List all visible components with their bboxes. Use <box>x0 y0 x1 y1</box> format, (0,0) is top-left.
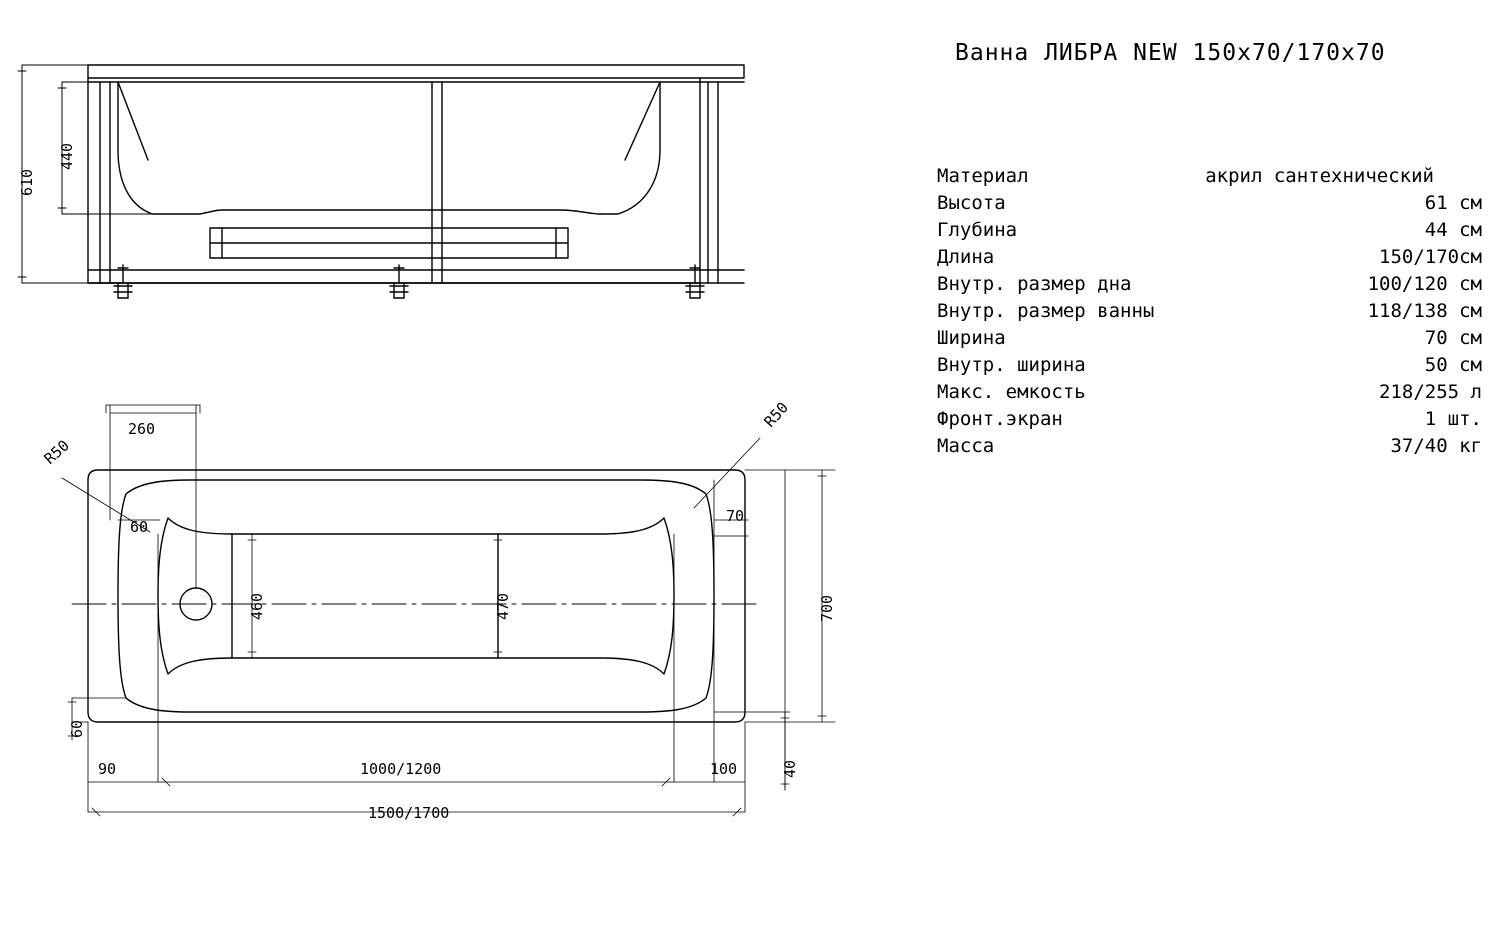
dim-label-70: 70 <box>726 507 745 525</box>
spec-key: Ширина <box>937 327 1006 349</box>
spec-row-inner-bottom <box>937 273 1482 300</box>
spec-key: Масса <box>937 435 995 457</box>
spec-value: 50 см <box>1424 354 1482 376</box>
spec-value: 37/40 кг <box>1390 435 1482 457</box>
dim-label-90: 90 <box>98 760 117 778</box>
spec-row-length <box>937 246 1482 273</box>
spec-title: Ванна ЛИБРА NEW 150x70/170x70 <box>955 40 1386 66</box>
spec-key: Длина <box>937 246 995 268</box>
dim-label-460: 460 <box>248 592 266 620</box>
dim-label-r50-left: R50 <box>40 436 73 468</box>
spec-key: Фронт.экран <box>937 408 1063 430</box>
spec-value: 1 шт. <box>1424 408 1482 430</box>
dim-label-470: 470 <box>494 592 512 620</box>
spec-key: Внутр. размер дна <box>937 273 1132 295</box>
spec-value: 70 см <box>1424 327 1482 349</box>
plan-view <box>62 405 835 816</box>
spec-value: 44 см <box>1424 219 1482 241</box>
dim-label-260: 260 <box>128 420 156 438</box>
spec-table <box>937 165 1482 462</box>
spec-row-height <box>937 192 1482 219</box>
spec-key: Внутр. размер ванны <box>937 300 1155 322</box>
dim-label-40: 40 <box>781 759 799 778</box>
spec-row-inner-bath <box>937 300 1482 327</box>
dim-label-440: 440 <box>58 142 76 170</box>
spec-key: Материал <box>937 165 1029 187</box>
spec-key: Высота <box>937 192 1006 214</box>
spec-value: 218/255 л <box>1379 381 1482 403</box>
spec-value: 150/170см <box>1379 246 1482 268</box>
spec-row-front-panel <box>937 408 1482 435</box>
spec-row-inner-width <box>937 354 1482 381</box>
dim-label-total-length: 1500/1700 <box>368 804 450 822</box>
dim-label-inner-length: 1000/1200 <box>360 760 442 778</box>
dim-label-60-upper: 60 <box>130 518 149 536</box>
dim-label-60-lower: 60 <box>68 719 86 738</box>
dim-label-100: 100 <box>710 760 738 778</box>
spec-row-depth <box>937 219 1482 246</box>
spec-row-mass <box>937 435 1482 462</box>
spec-value: 61 см <box>1424 192 1482 214</box>
spec-key: Макс. емкость <box>937 381 1086 403</box>
side-elevation <box>18 65 744 298</box>
spec-value: 118/138 см <box>1367 300 1482 322</box>
spec-key: Внутр. ширина <box>937 354 1086 376</box>
spec-row-width <box>937 327 1482 354</box>
spec-value: 100/120 см <box>1367 273 1482 295</box>
dim-label-610: 610 <box>18 168 36 196</box>
spec-key: Глубина <box>937 219 1018 241</box>
spec-value: акрил сантехнический <box>1205 165 1434 187</box>
spec-row-material <box>937 165 1482 192</box>
spec-row-capacity <box>937 381 1482 408</box>
dim-label-700: 700 <box>818 594 836 622</box>
dim-label-r50-right: R50 <box>760 398 793 431</box>
